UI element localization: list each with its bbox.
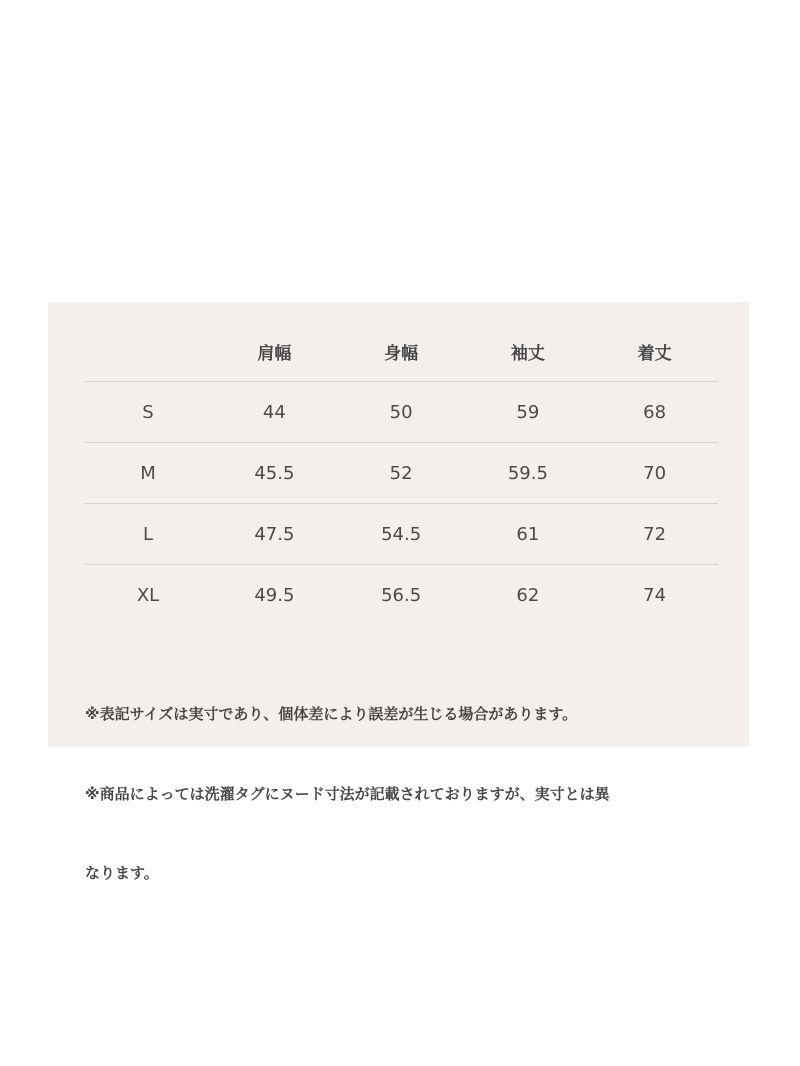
table-row — [85, 382, 718, 443]
table-cell: 70 — [591, 443, 718, 504]
note-line-3: なります。 — [85, 864, 159, 882]
header-total-length: 着丈 — [591, 321, 718, 382]
table-cell: 72 — [591, 504, 718, 565]
size-label: XL — [136, 584, 160, 606]
size-notes — [85, 648, 725, 940]
table-cell: 50 — [338, 382, 465, 443]
table-header-row — [85, 321, 718, 382]
table-cell: 56.5 — [381, 584, 422, 606]
size-label: L — [85, 504, 211, 565]
size-label: M — [85, 443, 211, 504]
table-cell: 62 — [516, 584, 540, 606]
header-sleeve-length: 袖丈 — [465, 321, 592, 382]
table-cell: 74 — [643, 584, 667, 606]
table-cell: 59 — [465, 382, 592, 443]
note-line-1: ※表記サイズは実寸であり、個体差により誤差が生じる場合があります。 — [85, 705, 578, 723]
table-cell: 45.5 — [211, 443, 338, 504]
table-row — [85, 443, 718, 504]
header-shoulder-width: 肩幅 — [211, 321, 338, 382]
size-table — [85, 321, 718, 625]
table-row — [85, 504, 718, 565]
table-cell: 68 — [591, 382, 718, 443]
table-cell: 59.5 — [465, 443, 592, 504]
table-cell: 52 — [338, 443, 465, 504]
header-corner — [85, 321, 211, 382]
size-chart-panel — [48, 302, 749, 882]
table-cell: 49.5 — [254, 584, 295, 606]
size-label: S — [85, 382, 211, 443]
table-row — [85, 565, 718, 626]
table-cell: 54.5 — [338, 504, 465, 565]
table-cell: 47.5 — [211, 504, 338, 565]
header-body-width: 身幅 — [338, 321, 465, 382]
table-cell: 61 — [465, 504, 592, 565]
table-cell: 44 — [211, 382, 338, 443]
note-line-2: ※商品によっては洗濯タグにヌード寸法が記載されておりますが、実寸とは異 — [85, 784, 610, 803]
